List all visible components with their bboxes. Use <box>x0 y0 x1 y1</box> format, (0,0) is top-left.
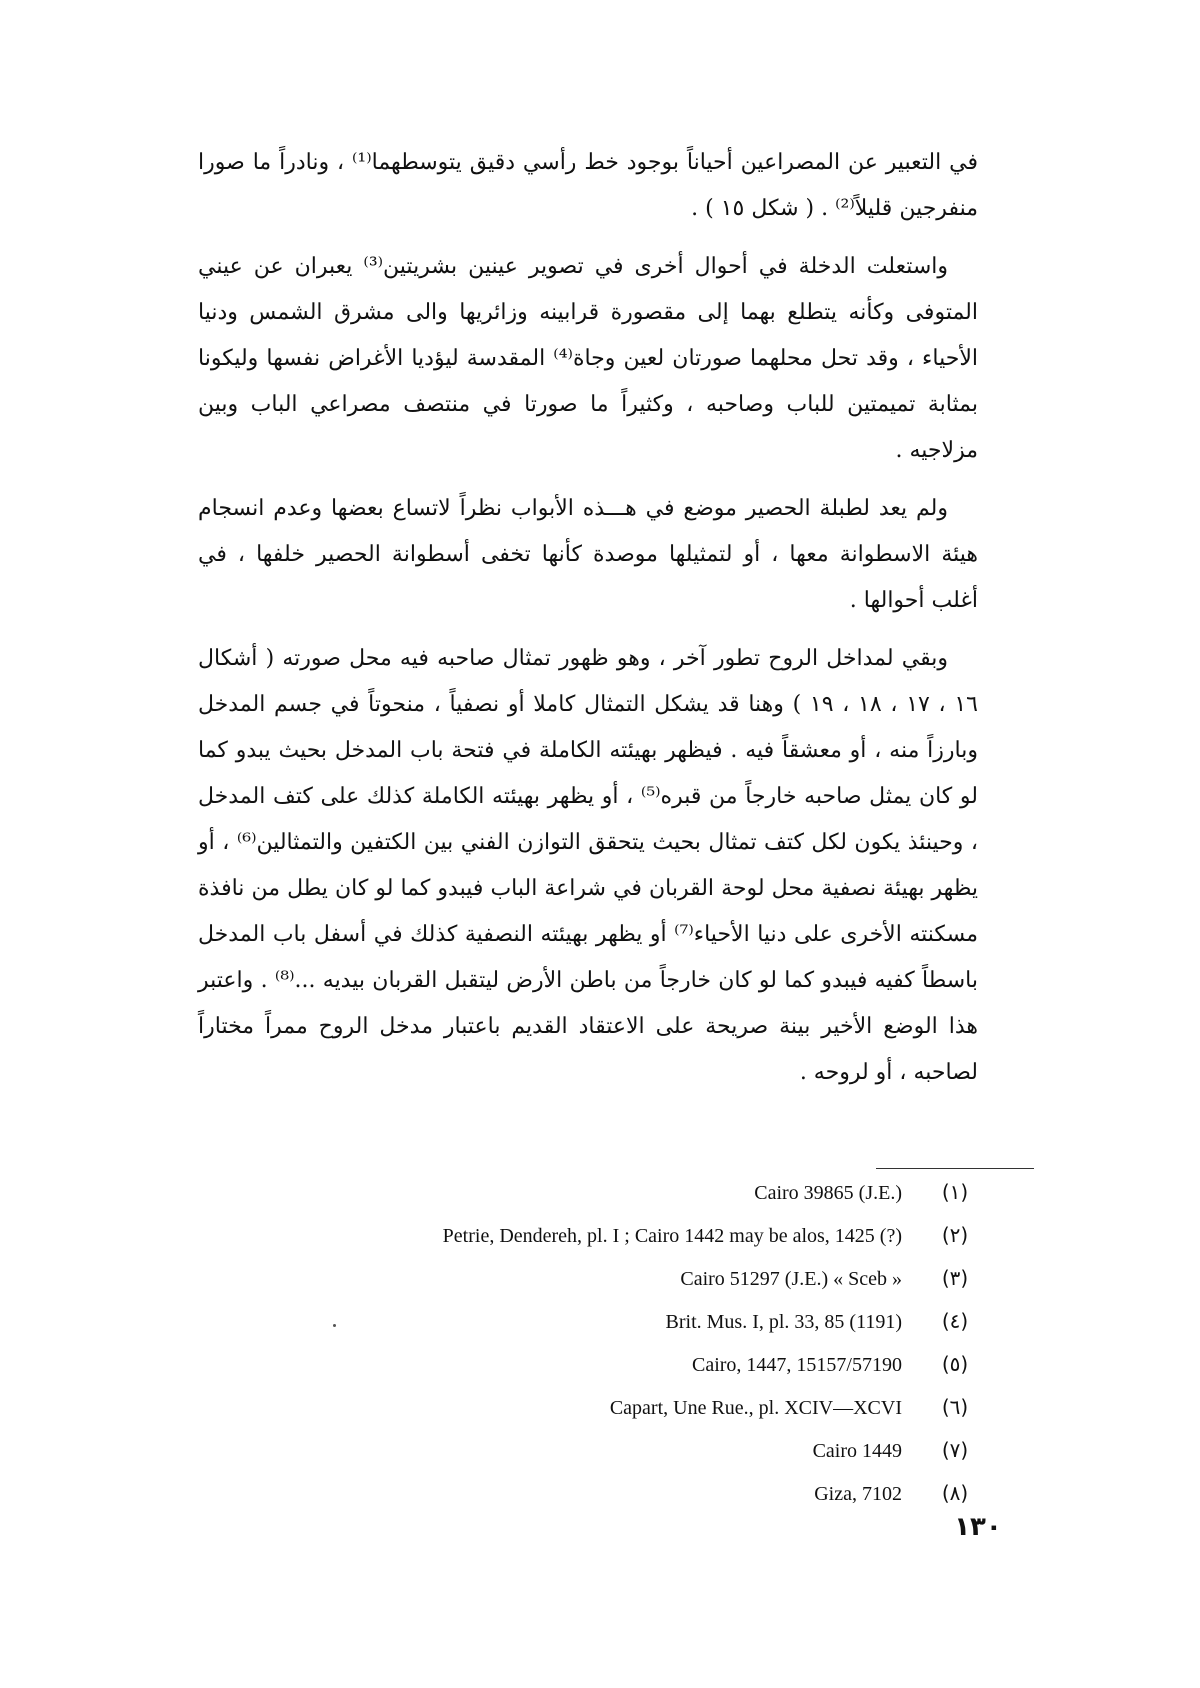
scan-speck <box>333 1324 336 1327</box>
footnote-number: (٣) <box>941 1266 969 1290</box>
footnote <box>200 1438 980 1481</box>
footnote-text: Petrie, Dendereh, pl. I ; Cairo 1442 may be alos, 1425 (?) <box>442 1225 902 1247</box>
footnote <box>200 1309 980 1352</box>
footnote-number: (٦) <box>941 1395 969 1419</box>
footnote-number: (٤) <box>941 1309 969 1333</box>
footnote <box>200 1223 980 1266</box>
footnote-text: Capart, Une Rue., pl. XCIV—XCVI <box>609 1397 902 1419</box>
footnote-text: Cairo 51297 (J.E.) « Sceb » <box>680 1268 902 1290</box>
footnotes-list <box>200 1180 980 1524</box>
footnote-text: Brit. Mus. I, pl. 33, 85 (1191) <box>665 1311 902 1333</box>
footnote-number: (٨) <box>941 1481 969 1505</box>
footnote-number: (١) <box>941 1180 969 1204</box>
footnote <box>200 1180 980 1223</box>
footnote <box>200 1481 980 1524</box>
body-text <box>198 140 978 1108</box>
footnote-separator <box>876 1168 1034 1169</box>
footnote-text: Cairo 39865 (J.E.) <box>754 1182 902 1204</box>
paragraph: في التعبير عن المصراعين أحياناً بوجود خط رأسي دقيق يتوسطهما⁽¹⁾ ، ونادراً ما صورا منفرجين قليلاً⁽²⁾ . ( شكل ١٥ ) . <box>198 150 978 221</box>
paragraph: وبقي لمداخل الروح تطور آخر ، وهو ظهور تمثال صاحبه فيه محل صورته ( أشكال ١٦ ، ١٧ ، ١٨ ، ١٩ ) وهنا قد يشكل التمثال كاملا أو نصفياً ، منحوتاً في جسم المدخل وبارزاً منه ، أو معشقاً فيه . فيظهر بهيئته الكاملة في فتحة باب المدخل بحيث يبدو كما لو كان يمثل صاحبه خارجاً من قبره⁽⁵⁾ ، أو يظهر بهيئته الكاملة كذلك على كتف المدخل ، وحينئذ يكون لكل كتف تمثال بحيث يتحقق التوازن الفني بين الكتفين والتمثالين⁽⁶⁾ ، أو يظهر بهيئة نصفية محل لوحة القربان في شراعة الباب فيبدو كما لو كان يطل من نافذة مسكنته الأخرى على دنيا الأحياء⁽⁷⁾ أو يظهر بهيئته النصفية كذلك في أسفل باب المدخل باسطاً كفيه فيبدو كما لو كان خارجاً من باطن الأرض ليتقبل القربان بيديه ...⁽⁸⁾ . واعتبر هذا الوضع الأخير بينة صريحة على الاعتقاد القديم باعتبار مدخل الروح ممراً مختاراً لصاحبه ، أو لروحه . <box>198 646 979 1085</box>
page-number: ١٣٠ <box>954 1512 1002 1542</box>
footnote <box>200 1352 980 1395</box>
footnote <box>200 1395 980 1438</box>
footnote-number: (٥) <box>941 1352 969 1376</box>
footnote-number: (٢) <box>941 1223 969 1247</box>
paragraph: واستعلت الدخلة في أحوال أخرى في تصوير عينين بشريتين⁽³⁾ يعبران عن عيني المتوفى وكأنه يتطلع بهما إلى مقصورة قرابينه وزائريها والى مشرق الشمس ودنيا الأحياء ، وقد تحل محلهما صورتان لعين وجاة⁽⁴⁾ المقدسة ليؤديا الأغراض نفسها وليكونا بمثابة تميمتين للباب وصاحبه ، وكثيراً ما صورتا في منتصف مصراعي الباب وبين مزلاجيه . <box>198 254 978 463</box>
footnote-text: Cairo, 1447, 15157/57190 <box>692 1354 902 1376</box>
footnote <box>200 1266 980 1309</box>
footnote-number: (٧) <box>941 1438 969 1462</box>
footnote-text: Cairo 1449 <box>812 1440 902 1462</box>
footnote-text: Giza, 7102 <box>814 1483 902 1505</box>
paragraph: ولم يعد لطبلة الحصير موضع في هـــذه الأبواب نظراً لاتساع بعضها وعدم انسجام هيئة الاسطوانة معها ، أو لتمثيلها موصدة كأنها تخفى أسطوانة الحصير خلفها ، في أغلب أحوالها . <box>198 496 978 613</box>
